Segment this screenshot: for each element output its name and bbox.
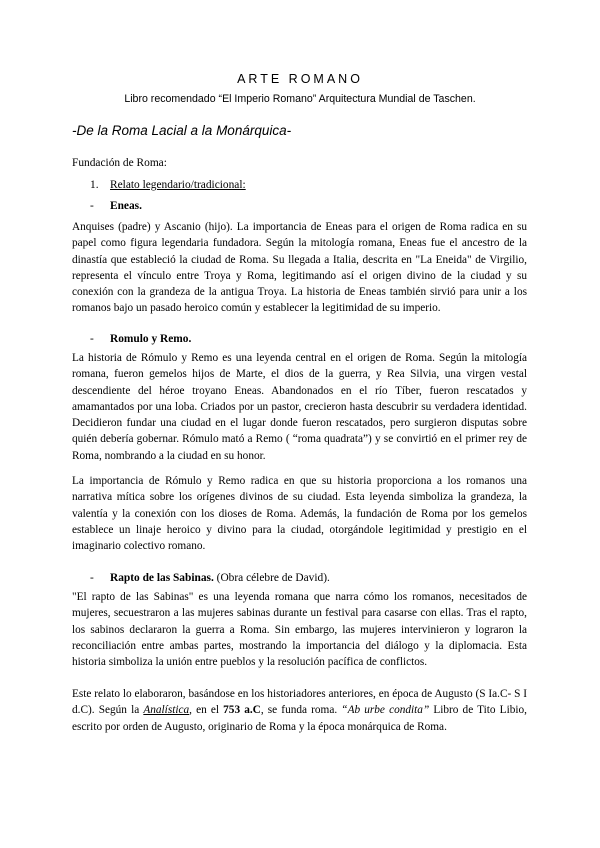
analistica-term: Analística: [143, 704, 190, 717]
document-title: ARTE ROMANO: [237, 72, 363, 86]
closing-text: , se funda roma.: [260, 704, 342, 717]
romulo-paragraph: La historia de Rómulo y Remo es una leyenda central en el origen de Roma. Según la mitología romana, fueron gemelos hijos de Marte, el dios de la guerra, y Rea Silvia, una virgen vestal descendiente del héroe troyano Eneas. Abandonados en el río Tíber, fueron rescatados y amamantados por una loba. Criados por un pastor, crecieron hasta descubrir su verdadera identidad. Decidieron fundar una ciudad en el lugar donde fueron rescatados, pero surgieron disputas sobre quién debería gobernar. Rómulo mató a Remo ( “roma quadrata”) y se convirtió en el primer rey de Roma, nombrando a la ciudad en su honor.: [72, 352, 527, 462]
eneas-paragraph: Anquises (padre) y Ascanio (hijo). La importancia de Eneas para el origen de Roma radica en su papel como figura legendaria fundadora. Según la mitología romana, Eneas fue el ancestro de la dinastía que estableció la ciudad de Roma. Su llegada a Italia, descrita en "La Eneida" de Virgilio, representa el vínculo entre Troya y Roma, legitimando así el origen divino de la ciudad y su conexión con la grandeza de la antigua Troya. La historia de Eneas también sirvió para unir a los romanos bajo un pasado heroico común y establecer la legitimidad de su imperio.: [72, 221, 527, 315]
sabinas-paragraph: "El rapto de las Sabinas" es una leyenda romana que narra cómo los romanos, necesitados de mujeres, secuestraron a las mujeres sabinas durante un festival para casarse con ellas. Tras el rapto, los sabinos declararon la guerra a Roma. Sin embargo, las mujeres intervinieron y lograron la reconciliación entre ambas partes, mostrando la importancia del diálogo y la diplomacia. Esta historia simboliza la unión entre pueblos y la resolución pacífica de conflictos.: [72, 591, 527, 669]
sabinas-note: (Obra célebre de David).: [213, 572, 330, 584]
eneas-heading: Eneas.: [110, 200, 142, 212]
founding-year: 753 a.C: [223, 704, 261, 717]
romulo-heading: Romulo y Remo.: [110, 333, 192, 345]
list-number: 1.: [90, 179, 99, 191]
sabinas-heading: Rapto de las Sabinas.: [110, 572, 214, 584]
bullet-dash: -: [90, 572, 94, 584]
ab-urbe-condita: “Ab urbe condita”: [341, 704, 430, 717]
closing-text: Este relato lo elaboraron, basándose en los historiadores anteriores, en época de Augusto (S Ia.C- S I d.C). Según la: [72, 688, 527, 717]
list-item-text: Relato legendario/tradicional:: [110, 179, 246, 191]
bullet-dash: -: [90, 333, 94, 345]
eneas-heading-line: [90, 200, 142, 212]
bullet-dash: -: [90, 200, 94, 212]
closing-text: , en el: [189, 704, 224, 717]
sabinas-heading-line: [90, 572, 330, 584]
fundacion-label: Fundación de Roma:: [72, 157, 167, 169]
romulo-importance-paragraph: La importancia de Rómulo y Remo radica en que su historia proporciona a los romanos una narrativa mítica sobre los orígenes divinos de su ciudad. Esta leyenda simboliza la grandeza, la valentía y la conexión con los dioses de Roma. Además, la fundación de Roma por los gemelos establece un linaje heroico y divino para la ciudad, otorgándole legitimidad y prestigio en el imaginario colectivo romano.: [72, 475, 527, 553]
section-heading: -De la Roma Lacial a la Monárquica-: [72, 123, 292, 138]
closing-text: Libro de Tito Libio, escrito por orden de Augusto, originario de Roma y la época monárquica de Roma.: [72, 704, 527, 733]
list-item-1: [90, 179, 246, 191]
romulo-heading-line: [90, 333, 191, 345]
document-subtitle: Libro recomendado “El Imperio Romano” Arquitectura Mundial de Taschen.: [124, 93, 476, 105]
closing-paragraph: [72, 686, 527, 735]
